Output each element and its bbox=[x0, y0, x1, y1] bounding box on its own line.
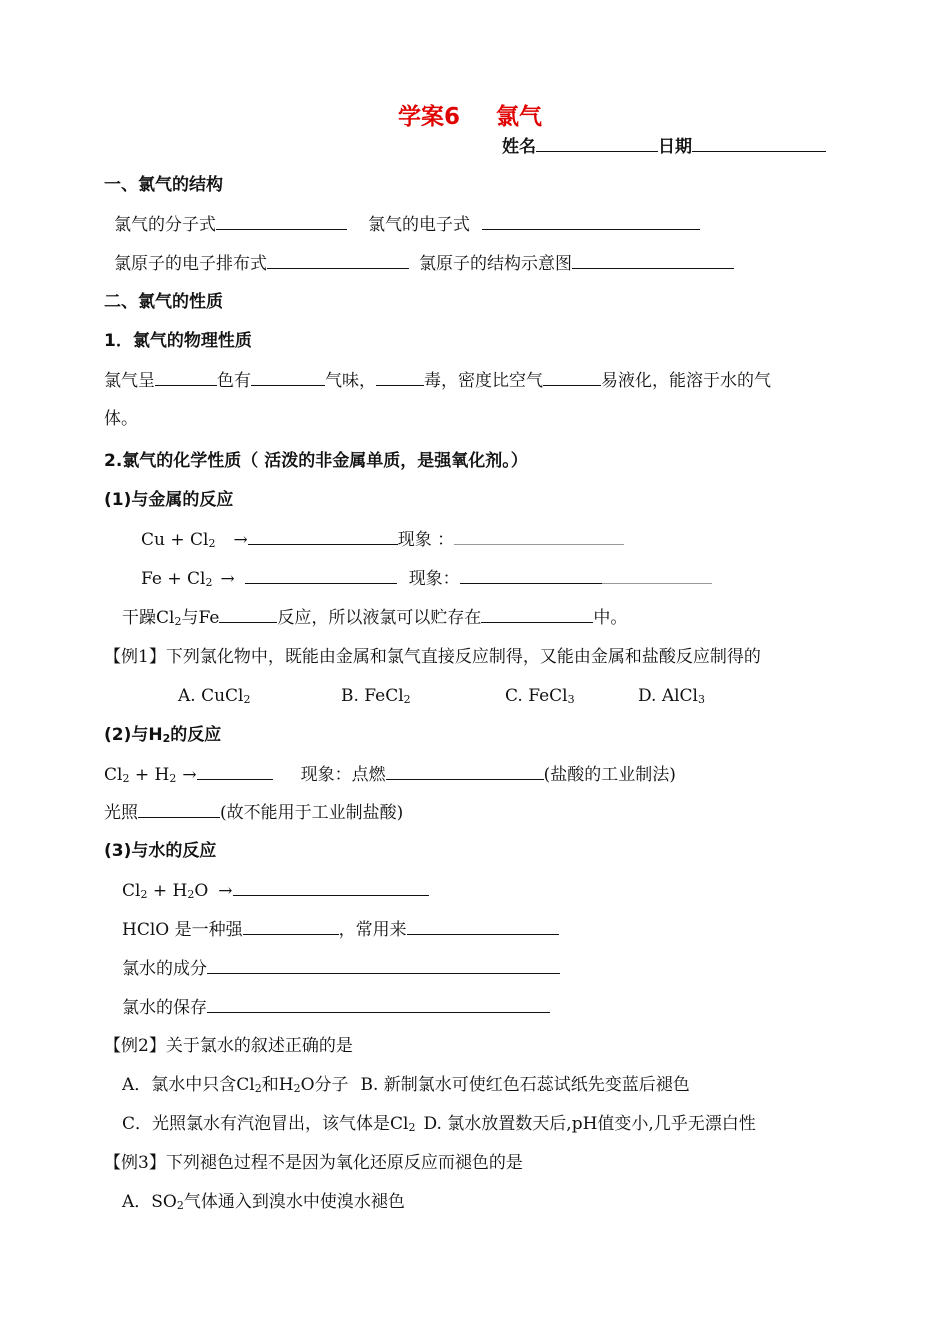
storage-label: 氯水的保存 bbox=[122, 998, 207, 1018]
subscript: 2 bbox=[208, 537, 216, 550]
heading-text: 的反应 bbox=[170, 725, 222, 745]
electron-formula-field[interactable] bbox=[482, 213, 700, 230]
subscript: 2 bbox=[187, 888, 195, 901]
example-label: 【例3】 bbox=[104, 1153, 166, 1173]
name-label: 姓名 bbox=[502, 137, 536, 157]
odor-field[interactable] bbox=[251, 369, 325, 386]
cu-reactant: Cu + Cl bbox=[141, 530, 209, 550]
example-1-option-a[interactable] bbox=[178, 685, 251, 707]
example-2-options-ab bbox=[122, 1074, 690, 1096]
hclo-text: ，常用来 bbox=[338, 920, 407, 940]
example-label: 【例1】 bbox=[104, 647, 166, 667]
subscript: 2 bbox=[205, 576, 213, 589]
physical-text: 氯气呈 bbox=[104, 371, 155, 391]
subscript: 2 bbox=[174, 615, 182, 628]
formula-text: Cl bbox=[104, 765, 123, 785]
components-field[interactable] bbox=[207, 957, 560, 974]
example-3-question bbox=[104, 1152, 523, 1174]
example-2-options-cd bbox=[122, 1113, 756, 1135]
arrow: → bbox=[233, 530, 248, 550]
cu-reaction-row bbox=[141, 528, 624, 551]
light-row bbox=[104, 801, 403, 824]
example-2-question bbox=[104, 1035, 353, 1057]
subscript: 2 bbox=[243, 693, 251, 706]
physical-heading: 1．氯气的物理性质 bbox=[104, 331, 252, 351]
physical-line-2: 体。 bbox=[104, 409, 138, 429]
dry-text: 与Fe bbox=[181, 608, 220, 628]
name-date-row bbox=[502, 135, 826, 158]
chlorine-water-storage-row bbox=[122, 996, 550, 1019]
chlorine-water-components-row bbox=[122, 957, 560, 980]
electron-config-field[interactable] bbox=[267, 252, 409, 269]
physical-text: 毒，密度比空气 bbox=[424, 371, 543, 391]
metal-reaction-heading: (1)与金属的反应 bbox=[104, 490, 234, 510]
physical-text: 气味， bbox=[325, 371, 376, 391]
question-text: 下列氯化物中，既能由金属和氯气直接反应制得，又能由金属和盐酸反应制得的 bbox=[165, 647, 761, 667]
h2-reaction-heading bbox=[104, 724, 221, 746]
example-2-option-c[interactable] bbox=[122, 1114, 415, 1134]
title-topic: 氯气 bbox=[496, 104, 543, 130]
formula-text: Cl bbox=[122, 881, 141, 901]
subscript: 2 bbox=[140, 888, 148, 901]
dry-text: 反应，所以液氯可以贮存在 bbox=[277, 608, 482, 628]
heading-text: (2)与H bbox=[104, 725, 163, 745]
formula-text: + H bbox=[147, 881, 188, 901]
h2-product-field[interactable] bbox=[197, 763, 273, 780]
example-label: 【例2】 bbox=[104, 1036, 166, 1056]
water-reaction-heading: (3)与水的反应 bbox=[104, 841, 217, 861]
example-3-option-a[interactable] bbox=[122, 1191, 405, 1213]
option-text: A．SO bbox=[122, 1192, 177, 1212]
cu-phenomenon-label: 现象 ： bbox=[397, 530, 455, 550]
option-text: A．氯水中只含Cl bbox=[122, 1075, 255, 1095]
example-2-option-a[interactable] bbox=[122, 1075, 349, 1095]
dry-text: 中。 bbox=[593, 608, 628, 628]
fe-reaction-row bbox=[141, 567, 712, 590]
structure-diagram-label: 氯原子的结构示意图 bbox=[419, 254, 572, 274]
subscript: 3 bbox=[698, 693, 705, 706]
hclo-use-field[interactable] bbox=[407, 918, 559, 935]
option-text: 气体通入到溴水中使溴水褪色 bbox=[183, 1192, 405, 1212]
title-main: 学案6 bbox=[398, 104, 461, 130]
cu-phenomenon-field[interactable] bbox=[454, 528, 624, 545]
arrow: → bbox=[218, 881, 233, 901]
fe-phenomenon-label: 现象： bbox=[408, 569, 460, 589]
water-reaction-row bbox=[122, 879, 429, 902]
option-text: C．光照氯水有汽泡冒出，该气体是Cl bbox=[122, 1114, 409, 1134]
page-title bbox=[398, 106, 542, 128]
subscript: 2 bbox=[176, 1199, 184, 1212]
subscript: 2 bbox=[254, 1082, 262, 1095]
phenomenon-label: 现象：点燃 bbox=[300, 765, 386, 785]
storage-field[interactable] bbox=[481, 606, 593, 623]
fe-phenomenon-extra[interactable] bbox=[602, 567, 712, 584]
molecular-formula-field[interactable] bbox=[216, 213, 347, 230]
arrow: → bbox=[182, 765, 197, 785]
physical-line-1 bbox=[104, 369, 771, 392]
density-field[interactable] bbox=[543, 369, 601, 386]
components-label: 氯水的成分 bbox=[122, 959, 207, 979]
fe-reactant: Fe + Cl bbox=[141, 569, 206, 589]
dry-chlorine-row bbox=[122, 606, 627, 629]
section-2-heading: 二、氯气的性质 bbox=[104, 292, 223, 312]
question-text: 关于氯水的叙述正确的是 bbox=[165, 1036, 353, 1056]
subscript: 2 bbox=[403, 693, 411, 706]
example-1-option-b[interactable] bbox=[341, 685, 411, 707]
electron-config-label: 氯原子的电子排布式 bbox=[114, 254, 267, 274]
subscript: 2 bbox=[122, 772, 130, 785]
arrow: → bbox=[220, 569, 235, 589]
option-text: 和H bbox=[261, 1075, 294, 1095]
molecular-formula-label: 氯气的分子式 bbox=[114, 215, 216, 235]
subscript: 2 bbox=[408, 1121, 416, 1134]
hclo-property-field[interactable] bbox=[243, 918, 339, 935]
water-product-field[interactable] bbox=[233, 879, 429, 896]
formula-text: + H bbox=[129, 765, 170, 785]
hclo-text: HClO 是一种强 bbox=[122, 920, 243, 940]
fe-reaction-field[interactable] bbox=[219, 606, 277, 623]
question-text: 下列褪色过程不是因为氧化还原反应而褪色的是 bbox=[165, 1153, 523, 1173]
chemical-heading: 2.氯气的化学性质（ 活泼的非金属单质，是强氧化剂。） bbox=[104, 451, 528, 471]
date-field[interactable] bbox=[692, 135, 826, 152]
fe-product-field[interactable] bbox=[245, 567, 397, 584]
structure-row-1 bbox=[114, 213, 700, 236]
structure-row-2 bbox=[114, 252, 734, 275]
h2-reaction-row bbox=[104, 763, 676, 786]
example-1-question bbox=[104, 646, 761, 668]
option-text: O分子 bbox=[300, 1075, 349, 1095]
example-1-option-d[interactable] bbox=[638, 685, 705, 707]
note-text: (盐酸的工业制法) bbox=[543, 765, 676, 785]
subscript: 2 bbox=[169, 772, 177, 785]
electron-formula-label: 氯气的电子式 bbox=[368, 215, 470, 235]
dry-text: 干躁Cl bbox=[122, 608, 175, 628]
formula-text: O bbox=[194, 881, 209, 901]
color-field[interactable] bbox=[155, 369, 217, 386]
name-field[interactable] bbox=[536, 135, 658, 152]
subscript: 2 bbox=[162, 732, 171, 745]
option-text: B. FeCl bbox=[341, 686, 404, 706]
fe-phenomenon-field[interactable] bbox=[460, 567, 602, 584]
toxicity-field[interactable] bbox=[376, 369, 424, 386]
cu-product-field[interactable] bbox=[248, 528, 398, 545]
storage-method-field[interactable] bbox=[207, 996, 550, 1013]
physical-text: 易液化，能溶于水的气 bbox=[601, 371, 771, 391]
section-1-heading: 一、氯气的结构 bbox=[104, 175, 223, 195]
example-2-option-b[interactable]: B. 新制氯水可使红色石蕊试纸先变蓝后褪色 bbox=[360, 1075, 690, 1095]
structure-diagram-field[interactable] bbox=[572, 252, 734, 269]
option-text: D. AlCl bbox=[638, 686, 698, 706]
option-text: C. FeCl bbox=[505, 686, 568, 706]
ignite-field[interactable] bbox=[386, 763, 544, 780]
note-text: (故不能用于工业制盐酸) bbox=[220, 803, 404, 823]
hclo-row bbox=[122, 918, 559, 941]
subscript: 3 bbox=[567, 693, 575, 706]
date-label: 日期 bbox=[658, 137, 692, 157]
light-field[interactable] bbox=[138, 801, 220, 818]
example-2-option-d[interactable]: D. 氯水放置数天后,pH值变小,几乎无漂白性 bbox=[423, 1114, 756, 1134]
subscript: 2 bbox=[293, 1082, 301, 1095]
light-label: 光照 bbox=[104, 803, 138, 823]
option-text: A. CuCl bbox=[178, 686, 244, 706]
example-1-option-c[interactable] bbox=[505, 685, 575, 707]
physical-text: 色有 bbox=[217, 371, 251, 391]
